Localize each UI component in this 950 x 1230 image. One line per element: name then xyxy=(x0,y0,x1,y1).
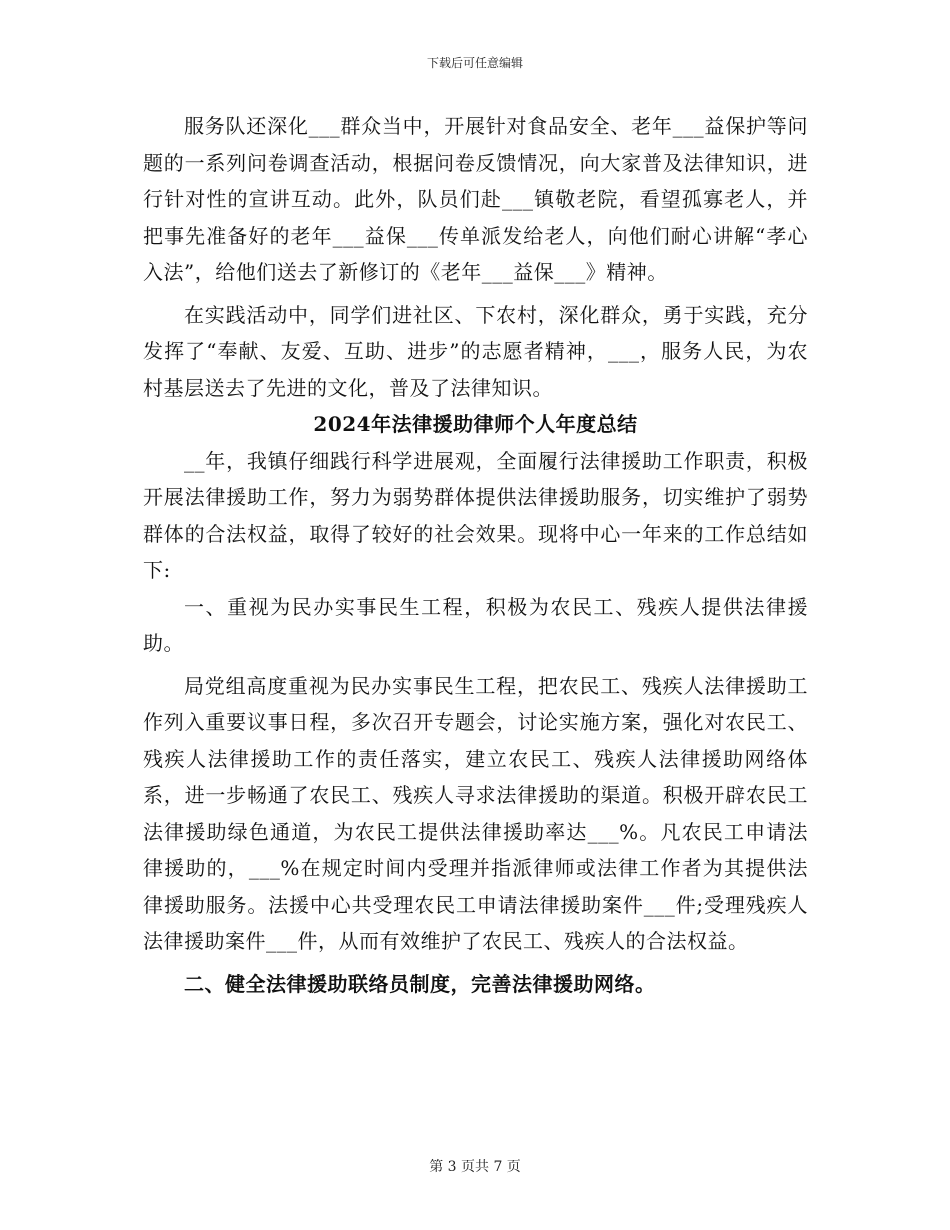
paragraph-service-team: 服务队还深化___群众当中，开展针对食品安全、老年___益保护等问题的一系列问卷调查活动，根据问卷反馈情况，向大家普及法律知识，进行针对性的宣讲互动。此外，队员们赴___镇敬老院，看望孤寡老人，并把事先准备好的老年___益保___传单派发给老人，向他们耐心讲解“孝心入法”，给他们送去了新修订的《老年___益保___》精神。 xyxy=(143,114,808,284)
heading-two: 二、健全法律援助联络员制度，完善法律援助网络。 xyxy=(184,971,656,996)
page-footer: 第 3 页共 7 页 xyxy=(429,1159,521,1175)
section-title: 2024年法律援助律师个人年度总结 xyxy=(313,412,638,436)
paragraph-practice-activity: 在实践活动中，同学们进社区、下农村，深化群众，勇于实践，充分发挥了“奉献、友爱、互助、进步”的志愿者精神，___，服务人民，为农村基层送去了先进的文化，普及了法律知识。 xyxy=(143,302,808,400)
paragraph-intro: __年，我镇仔细践行科学进展观，全面履行法律援助工作职责，积极开展法律援助工作，努力为弱势群体提供法律援助服务，切实维护了弱势群体的合法权益，取得了较好的社会效果。现将中心一年来的工作总结如下: xyxy=(143,448,808,582)
heading-one: 一、重视为民办实事民生工程，积极为农民工、残疾人提供法律援助。 xyxy=(143,594,808,655)
page-header: 下载后可任意编辑 xyxy=(426,56,523,70)
paragraph-party-group: 局党组高度重视为民办实事民生工程，把农民工、残疾人法律援助工作列入重要议事日程，多次召开专题会，讨论实施方案，强化对农民工、残疾人法律援助工作的责任落实，建立农民工、残疾人法律援助网络体系，进一步畅通了农民工、残疾人寻求法律援助的渠道。积极开辟农民工法律援助绿色通道，为农民工提供法律援助率达___%。凡农民工申请法律援助的，___%在规定时间内受理并指派律师或法律工作者为其提供法律援助服务。法援中心共受理农民工申请法律援助案件___件;受理残疾人法律援助案件___件，从而有效维护了农民工、残疾人的合法权益。 xyxy=(143,673,808,953)
document-body xyxy=(143,108,808,1002)
